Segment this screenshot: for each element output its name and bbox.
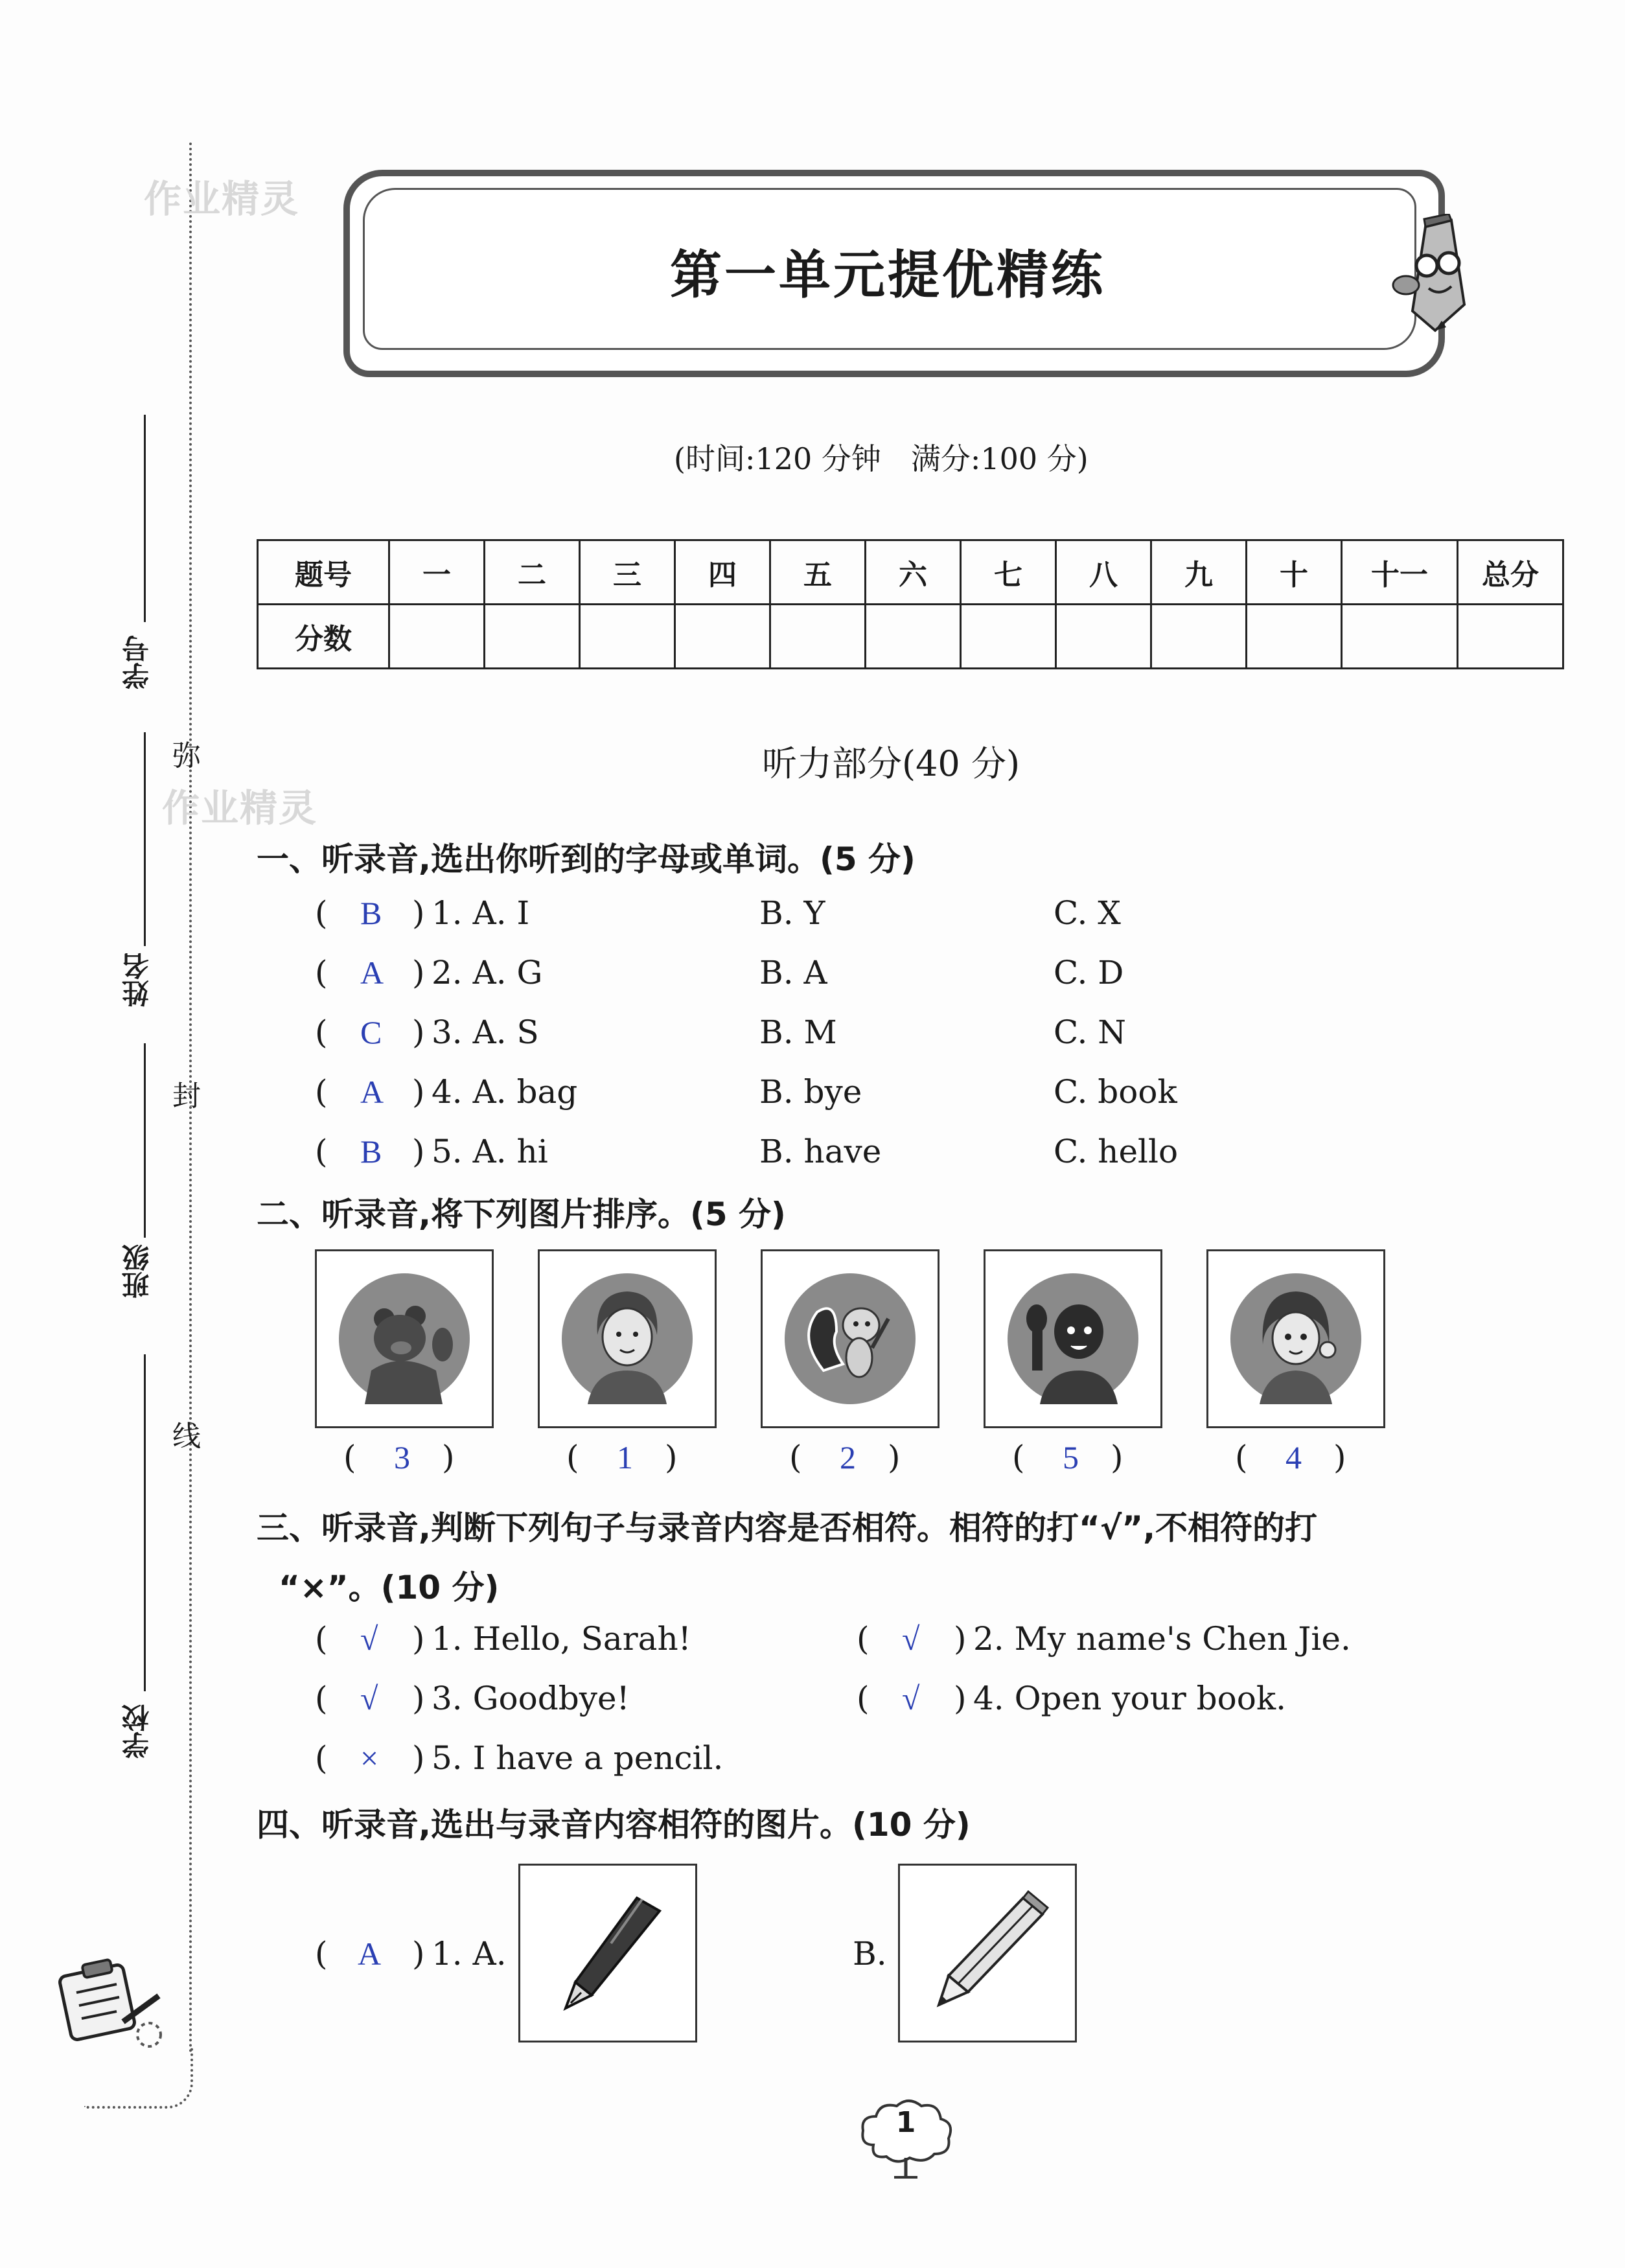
section1-item: ( A ) 2. A. G B. A C. D (315, 954, 1124, 991)
option-b: B. M (759, 1013, 837, 1051)
watermark-middle: 作业精灵 (162, 786, 318, 830)
section3-item: ( √ ) 1. Hello, Sarah! (315, 1620, 691, 1658)
score-cell[interactable] (961, 605, 1056, 669)
score-header-cell: 九 (1151, 540, 1247, 605)
picture-girl (1206, 1249, 1385, 1428)
score-header-cell: 十一 (1342, 540, 1458, 605)
score-table-header-row (258, 540, 1563, 605)
answer-mark: A (358, 1936, 382, 1972)
answer-mark: √ (902, 1621, 920, 1657)
squirrel-icon (785, 1273, 916, 1404)
woman-icon (562, 1273, 693, 1404)
picture-boy (984, 1249, 1162, 1428)
margin-label-name: 姓名 (121, 953, 153, 1007)
statement-text: 2. My name's Chen Jie. (973, 1620, 1351, 1658)
section1-item: ( B ) 1. A. I B. Y C. X (315, 894, 1121, 932)
statement-text: 1. Hello, Sarah! (432, 1620, 691, 1658)
answer-mark: B (360, 1133, 382, 1170)
section1-item: ( C ) 3. A. S B. M C. N (315, 1013, 1127, 1051)
margin-line-class (144, 1043, 146, 1238)
option-a: 5. A. hi (432, 1133, 548, 1170)
score-header-cell: 五 (770, 540, 866, 605)
section1-item: ( A ) 4. A. bag B. bye C. book (315, 1073, 1177, 1111)
section3-item: ( √ ) 4. Open your book. (857, 1680, 1287, 1717)
page-title: 第一单元提优精练 (670, 244, 1105, 305)
answer-mark: C (360, 1014, 382, 1050)
option-c: C. book (1054, 1073, 1177, 1111)
section3-item: ( √ ) 3. Goodbye! (315, 1680, 630, 1717)
score-row-label: 分数 (258, 605, 389, 669)
section4-title: 四、听录音,选出与录音内容相符的图片。(10 分) (257, 1806, 971, 1844)
score-header-cell: 二 (485, 540, 580, 605)
option-c: C. hello (1054, 1133, 1179, 1170)
option-b: B. have (759, 1133, 882, 1170)
answer-mark: √ (360, 1621, 378, 1657)
answer-mark: 4 (1285, 1439, 1302, 1475)
statement-text: 3. Goodbye! (432, 1680, 630, 1717)
score-header-cell: 七 (961, 540, 1056, 605)
binding-dotted-curve (84, 2048, 193, 2109)
option-a: 2. A. G (432, 954, 543, 991)
option-a: 1. A. I (432, 894, 530, 932)
score-cell[interactable] (389, 605, 485, 669)
score-header-cell: 一 (389, 540, 485, 605)
margin-label-student-id: 学号 (121, 635, 153, 689)
picture-pencil (898, 1864, 1077, 2042)
score-header-cell: 六 (866, 540, 961, 605)
score-cell[interactable] (866, 605, 961, 669)
page-number: 1 (895, 2106, 916, 2139)
answer-mark: 1 (617, 1439, 633, 1475)
answer-mark: B (360, 895, 382, 931)
margin-line-school (144, 1354, 146, 1691)
worksheet-page: 作业精灵 作业精灵 学号 姓名 班级 学校 弥 封 线 第一单元提优精练 (时间:120 分钟 满分:100 分) 题号 一 二 三 四 五 六 七 八 九 十 十一 总分 分数 听力部分(40 分) 一、听录音,选出你听到的字母或单词。(5 分) ( B ) 1. A. I B. Y C. X ( A ) 2. A. G B. A C. D ( C ) 3. A. S B. M C. N ( A ) 4. A. bag B. bye C. book ( B ) 5. A. hi B. have C. hello 二、听录音,将下列图片排序。(5 分) ( 3 ) ( 1 ) ( 2 ) ( 5 ) ( 4 ) 三、听录音,判断下列句子与录音内容是否相符。相符的打“√”,不相符的打 “×”。(10 分) ( √ ) 1. Hello, Sarah! ( √ ) 2. My name's Chen Jie. ( √ ) 3. Goodbye! ( √ ) 4. Open your book. ( × ) 5. I have a pencil. 四、听录音,选出与录音内容相符的图片。(10 分) ( A ) 1. A. B. 1 (0, 0, 1625, 2268)
section3-title-line2: “×”。(10 分) (279, 1569, 500, 1606)
answer-mark: 5 (1063, 1439, 1079, 1475)
option-b-label: B. (853, 1935, 887, 1973)
answer-mark: A (360, 955, 384, 991)
picture-squirrel (761, 1249, 939, 1428)
answer-mark: 2 (840, 1439, 856, 1475)
score-header-cell: 三 (580, 540, 675, 605)
margin-label-class: 班级 (121, 1244, 153, 1299)
picture-pen (518, 1864, 697, 2042)
score-cell[interactable] (1247, 605, 1342, 669)
pen-icon (540, 1885, 676, 2021)
section2-title: 二、听录音,将下列图片排序。(5 分) (257, 1196, 786, 1233)
pencil-mascot-icon (1387, 214, 1484, 337)
answer-mark: √ (902, 1680, 920, 1717)
margin-label-school: 学校 (121, 1704, 153, 1759)
girl-icon (1230, 1273, 1361, 1404)
score-cell[interactable] (770, 605, 866, 669)
option-b: B. bye (759, 1073, 862, 1111)
picture-woman (538, 1249, 717, 1428)
score-header-cell: 题号 (258, 540, 389, 605)
section3-item: ( √ ) 2. My name's Chen Jie. (857, 1620, 1351, 1658)
seal-char-mi: 弥 (172, 739, 201, 772)
answer-mark: √ (360, 1680, 378, 1717)
statement-text: 5. I have a pencil. (432, 1739, 724, 1777)
margin-line-student-id (144, 415, 146, 622)
pencil-icon (919, 1885, 1055, 2021)
bear-icon (339, 1273, 470, 1404)
option-a: 4. A. bag (432, 1073, 578, 1111)
section1-title: 一、听录音,选出你听到的字母或单词。(5 分) (257, 840, 916, 878)
score-cell[interactable] (580, 605, 675, 669)
score-cell[interactable] (1151, 605, 1247, 669)
boy-icon (1008, 1273, 1138, 1404)
score-cell[interactable] (1056, 605, 1151, 669)
picture-bear (315, 1249, 494, 1428)
exam-time-info: (时间:120 分钟 满分:100 分) (674, 441, 1089, 476)
statement-text: 4. Open your book. (973, 1680, 1287, 1717)
option-a-label: 1. A. (432, 1935, 507, 1973)
listening-section-title: 听力部分(40 分) (762, 743, 1020, 784)
score-cell[interactable] (1458, 605, 1563, 669)
score-table (257, 539, 1564, 669)
option-b: B. A (759, 954, 827, 991)
option-a: 3. A. S (432, 1013, 539, 1051)
section3-item: ( × ) 5. I have a pencil. (315, 1739, 724, 1777)
watermark-top: 作业精灵 (144, 177, 300, 221)
option-c: C. X (1054, 894, 1121, 932)
score-cell[interactable] (675, 605, 770, 669)
clipboard-icon (52, 1950, 168, 2048)
section3-title-line1: 三、听录音,判断下列句子与录音内容是否相符。相符的打“√”,不相符的打 (257, 1509, 1318, 1547)
answer-mark: A (360, 1074, 384, 1110)
section4-item: ( A ) 1. A. (315, 1935, 507, 1973)
seal-char-feng: 封 (172, 1080, 201, 1113)
margin-line-name (144, 732, 146, 946)
seal-char-xian: 线 (172, 1420, 201, 1453)
option-c: C. N (1054, 1013, 1127, 1051)
answer-mark: × (360, 1740, 379, 1776)
answer-mark: 3 (394, 1439, 410, 1475)
score-cell[interactable] (1342, 605, 1458, 669)
score-header-cell: 四 (675, 540, 770, 605)
score-cell[interactable] (485, 605, 580, 669)
score-header-cell: 八 (1056, 540, 1151, 605)
score-header-cell: 总分 (1458, 540, 1563, 605)
score-table-score-row (258, 605, 1563, 669)
section1-item: ( B ) 5. A. hi B. have C. hello (315, 1133, 1179, 1170)
option-c: C. D (1054, 954, 1124, 991)
option-b: B. Y (759, 894, 825, 932)
score-header-cell: 十 (1247, 540, 1342, 605)
